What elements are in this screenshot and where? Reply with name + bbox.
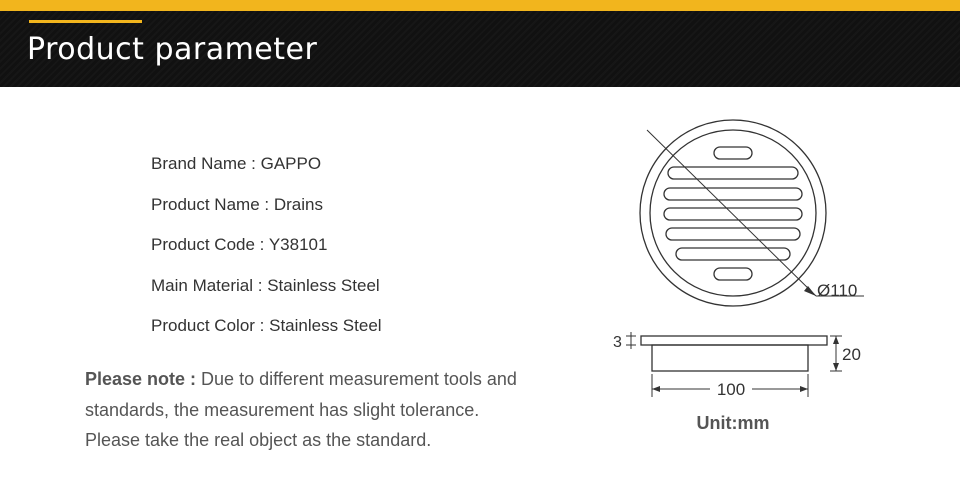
drain-slot <box>666 228 800 240</box>
note-label: Please note : <box>85 369 197 389</box>
tolerance-note <box>85 364 605 456</box>
height-arrow-icon <box>833 336 839 344</box>
spec-value: Drains <box>273 194 323 214</box>
spec-label: Product Code <box>151 235 255 254</box>
section-title: Product parameter <box>27 32 318 67</box>
side-view-rim <box>641 336 827 345</box>
spec-label: Product Color <box>151 316 255 335</box>
unit-label: Unit:mm <box>696 413 770 433</box>
diameter-leader-line <box>647 130 816 296</box>
spec-list <box>151 154 382 357</box>
spec-label: Product Name <box>151 194 260 214</box>
spec-row-product-code: Product Code : Y38101 <box>151 235 328 254</box>
section-header <box>0 11 960 87</box>
spec-value: Stainless Steel <box>269 316 382 335</box>
top-accent-stripe <box>0 0 960 11</box>
width-arrow-icon <box>652 386 660 392</box>
spec-value: Y38101 <box>268 235 328 254</box>
note-line-2: standards, the measurement has slight tolerance. <box>85 399 480 420</box>
note-line-3: Please take the real object as the standard. <box>85 430 432 450</box>
spec-value: Stainless Steel <box>267 275 380 295</box>
drain-slot <box>664 188 802 200</box>
diameter-label: Ø110 <box>817 281 858 300</box>
spec-row-product-name: Product Name : Drains <box>151 194 323 214</box>
drain-slot <box>668 167 798 179</box>
header-accent-bar <box>29 20 142 23</box>
drain-technical-drawing <box>600 110 900 410</box>
spec-value: GAPPO <box>260 154 322 173</box>
note-line-1 <box>85 364 605 395</box>
diameter-arrow-icon <box>804 286 816 296</box>
spec-row-color: Product Color : Stainless Steel <box>151 316 382 335</box>
spec-row-material: Main Material : Stainless Steel <box>151 275 380 295</box>
width-arrow-icon <box>800 386 808 392</box>
spec-label: Brand Name <box>151 154 247 173</box>
height-arrow-icon <box>833 363 839 371</box>
spec-row-brand: Brand Name : GAPPO <box>151 154 322 173</box>
drain-slot <box>714 268 752 280</box>
body-height-label: 20 <box>842 345 861 364</box>
body-width-label: 100 <box>716 380 746 399</box>
spec-label: Main Material <box>151 275 254 295</box>
rim-thickness-label: 3 <box>613 334 622 351</box>
note-text-1: Due to different measurement tools and <box>196 369 517 389</box>
drain-slot <box>714 147 752 159</box>
side-view-body <box>652 345 808 371</box>
